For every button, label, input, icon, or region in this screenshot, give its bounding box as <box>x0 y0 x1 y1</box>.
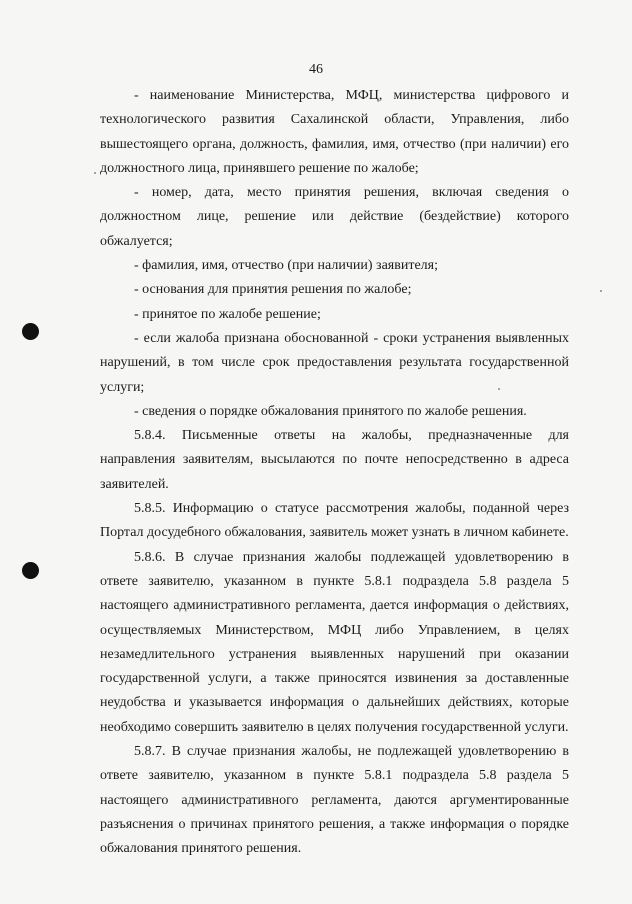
paragraph-5-8-7: 5.8.7. В случае признания жалобы, не подлежащей удовлетворению в ответе заявителю, указанном в пункте 5.8.1 подраздела 5.8 раздела 5 настоящего административного регламента, даются аргументированные разъяснения о причинах принятого решения, а также информация о порядке обжалования принятого решения. <box>100 744 569 857</box>
list-item-grounds: - основания для принятия решения по жалобе; <box>134 282 412 298</box>
list-item-applicant-name: - фамилия, имя, отчество (при наличии) заявителя; <box>134 258 438 274</box>
paragraph-5-8-6: 5.8.6. В случае признания жалобы подлежащей удовлетворению в ответе заявителю, указанном в пункте 5.8.1 подраздела 5.8 раздела 5 настоящего административного регламента, дается информация о действиях, осуществляемых Министерством, МФЦ либо Управлением, в целях незамедлительного устранения выявленных нарушений при оказании государственной услуги, а также приносятся извинения за доставленные неудобства и указывается информация о дальнейших действиях, которые необходимо совершить заявителю в целях получения государственной услуги. <box>100 549 569 735</box>
document-body <box>100 84 569 862</box>
list-item-decision-details: - номер, дата, место принятия решения, включая сведения о должностном лице, решение или действие (бездействие) которого обжалуется; <box>100 185 569 249</box>
punch-hole-top <box>22 323 39 340</box>
paragraph-5-8-5: 5.8.5. Информацию о статусе рассмотрения жалобы, поданной через Портал досудебного обжалования, заявитель может узнать в личном кабинете. <box>100 501 569 541</box>
page-number: 46 <box>309 62 323 77</box>
paragraph-5-8-4: 5.8.4. Письменные ответы на жалобы, предназначенные для направления заявителям, высылаются по почте непосредственно в адреса заявителей. <box>100 428 569 492</box>
list-item-justified-complaint: - если жалоба признана обоснованной - сроки устранения выявленных нарушений, в том числе срок предоставления результата государственной услуги; <box>100 330 569 395</box>
list-item-name: - наименование Министерства, МФЦ, министерства цифрового и технологического развития Сахалинской области, Управления, либо вышестоящего органа, должность, фамилия, имя, отчество (при наличии) его должностного лица, принявшего решение по жалобе; <box>100 88 569 176</box>
list-item-appeal-procedure: - сведения о порядке обжалования принятого по жалобе решения. <box>134 403 527 419</box>
punch-hole-bottom <box>22 562 39 579</box>
list-item-decision: - принятое по жалобе решение; <box>134 306 321 322</box>
scan-speck <box>600 290 602 292</box>
scan-speck <box>94 172 96 174</box>
